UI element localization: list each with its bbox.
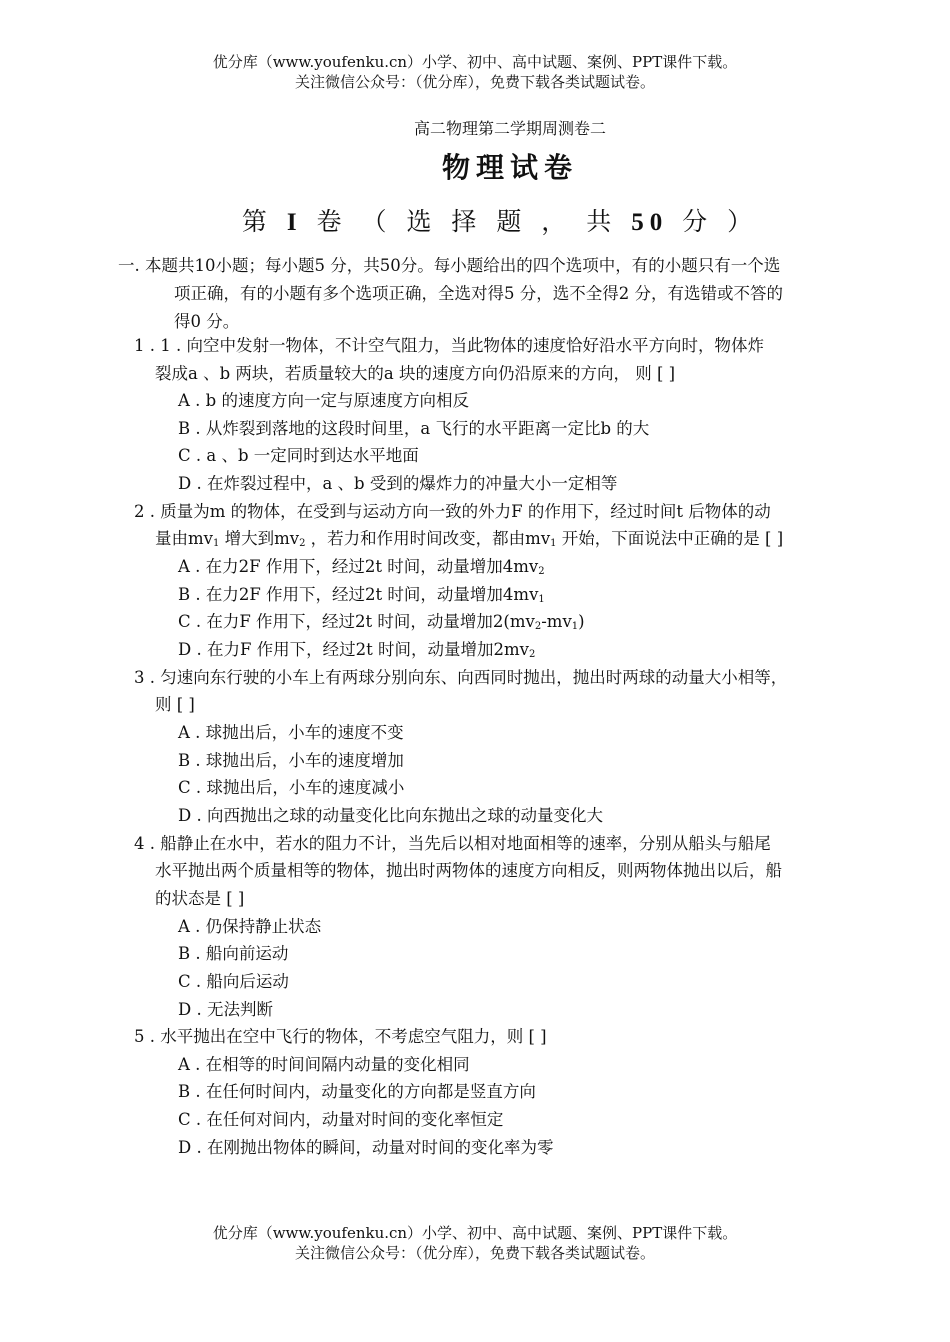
instructions-line-1: 一. 本题共10小题；每小题5 分，共50分。每小题给出的四个选项中，有的小题只有一个选 [118,256,781,275]
q1-stem-line-1: 1 . 1 . 向空中发射一物体，不计空气阻力，当此物体的速度恰好沿水平方向时，物体炸 [134,336,764,355]
instructions [118,252,918,336]
instructions-line-2: 项正确，有的小题有多个选项正确，全选对得5 分，选不全得2 分，有选错或不答的 [174,284,783,303]
q5-option-d: D . 在刚抛出物体的瞬间，动量对时间的变化率为零 [178,1138,554,1157]
q3-option-a: A . 球抛出后，小车的速度不变 [178,723,404,742]
section-heading [0,202,950,238]
q1-option-a: A . b 的速度方向一定与原速度方向相反 [178,391,469,410]
footer-line-2: 关注微信公众号：（优分库），免费下载各类试题试卷。 [294,1244,655,1262]
q3-option-d: D . 向西抛出之球的动量变化比向东抛出之球的动量变化大 [178,806,603,825]
q3-stem-line-1: 3 . 匀速向东行驶的小车上有两球分别向东、向西同时抛出，抛出时两球的动量大小相等， [134,668,788,687]
footer-line-1: 优分库（www.youfenku.cn）小学、初中、高中试题、案例、PPT课件下载。 [212,1224,738,1242]
section-suffix: 分 ） [682,207,759,236]
exam-subtitle: 高二物理第二学期周测卷二 [413,119,606,138]
q2-stem-part-a: 量由mv [155,529,213,548]
q4-option-d: D . 无法判断 [178,1000,273,1019]
q2-stem-line-1: 2 . 质量为m 的物体，在受到与运动方向一致的外力F 的作用下，经过时间t 后物体的动 [134,502,771,521]
q5-option-a: A . 在相等的时间间隔内动量的变化相同 [178,1055,470,1074]
section-prefix: 第 [241,207,273,236]
q3-option-b: B . 球抛出后，小车的速度增加 [178,751,404,770]
q2-option-c-mid: -mv [541,612,572,631]
q3-option-c: C . 球抛出后，小车的速度减小 [178,778,405,797]
section-middle: 卷 （ 选 择 题 ， 共 [316,207,618,236]
q2-option-c-tail: ) [578,612,585,631]
q2-option-c-sub2: 1 [571,621,579,632]
q1-option-d: D . 在炸裂过程中，a 、b 受到的爆炸力的冲量大小一定相等 [178,474,618,493]
q2-sub-3: 1 [550,538,557,549]
q5-option-b: B . 在任何时间内，动量变化的方向都是竖直方向 [178,1082,536,1101]
q3-stem-line-2: 则 [ ] [155,695,195,714]
q4-stem-line-2: 水平抛出两个质量相等的物体，抛出时两物体的速度方向相反，则两物体抛出以后，船 [155,861,782,880]
q2-stem-part-b: 增大到mv [219,529,300,548]
q4-option-c: C . 船向后运动 [178,972,289,991]
q2-stem-part-c: ，若力和作用时间改变，都由mv [305,529,551,548]
instructions-line-3: 得0 分。 [174,312,240,331]
q4-stem-line-1: 4 . 船静止在水中，若水的阻力不计，当先后以相对地面相等的速率，分别从船头与船尾 [134,834,771,853]
q2-option-a-sub: 2 [538,566,545,577]
exam-title: 物理试卷 [441,151,578,184]
section-score: 50 [631,209,669,236]
header-line-1: 优分库（www.youfenku.cn）小学、初中、高中试题、案例、PPT课件下载。 [212,53,738,71]
q2-option-c-text: C . 在力F 作用下，经过2t 时间，动量增加2(mv [178,612,535,631]
q4-stem-line-3: 的状态是 [ ] [155,889,245,908]
q5-option-c: C . 在任何对间内，动量对时间的变化率恒定 [178,1110,504,1129]
header-line-2: 关注微信公众号：（优分库），免费下载各类试题试卷。 [294,73,655,91]
q4-option-b: B . 船向前运动 [178,944,289,963]
q1-option-c: C . a 、b 一定同时到达水平地面 [178,446,419,465]
q2-sub-1: 1 [212,538,220,549]
q2-option-c-sub: 2 [534,621,542,632]
q2-option-a-text: A . 在力2F 作用下，经过2t 时间，动量增加4mv [178,557,539,576]
q1-option-b: B . 从炸裂到落地的这段时间里，a 飞行的水平距离一定比b 的大 [178,419,650,438]
q2-option-b-sub: 1 [538,594,545,605]
section-roman: I [286,209,303,236]
q5-stem-line-1: 5 . 水平抛出在空中飞行的物体，不考虑空气阻力，则 [ ] [134,1027,547,1046]
q2-option-d-sub: 2 [529,649,536,660]
q2-sub-2: 2 [299,538,306,549]
q2-option-d-text: D . 在力F 作用下，经过2t 时间，动量增加2mv [178,640,529,659]
q1-stem-line-2: 裂成a 、b 两块，若质量较大的a 块的速度方向仍沿原来的方向， 则 [ ] [155,364,676,383]
q2-stem-part-d: 开始，下面说法中正确的是 [ ] [556,529,784,548]
q4-option-a: A . 仍保持静止状态 [178,917,322,936]
q2-option-b-text: B . 在力2F 作用下，经过2t 时间，动量增加4mv [178,585,539,604]
